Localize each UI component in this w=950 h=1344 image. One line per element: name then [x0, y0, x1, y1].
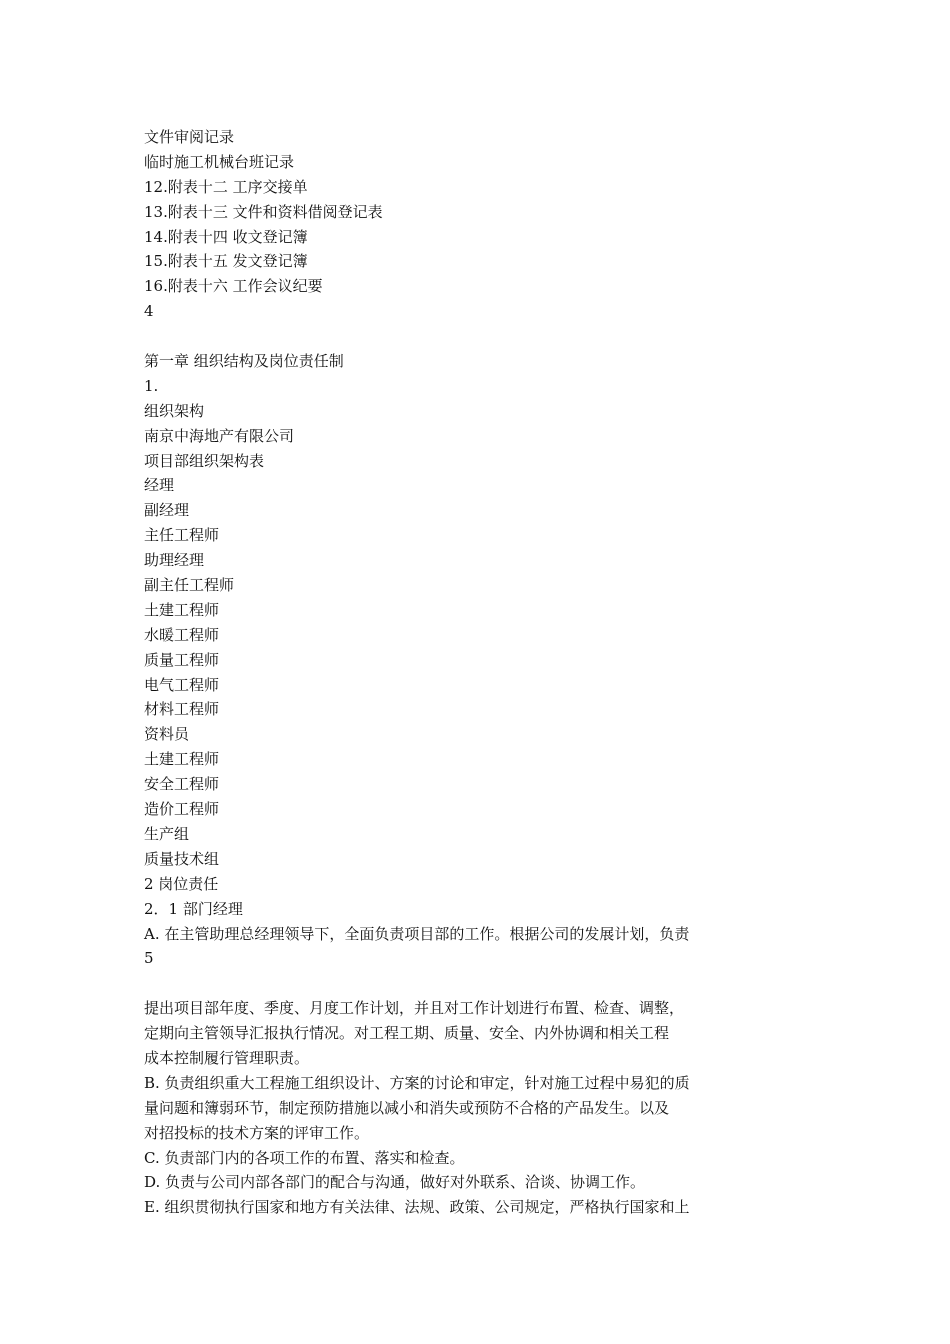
text-line: 土建工程师 [144, 600, 220, 619]
text-line: 电气工程师 [144, 675, 220, 694]
text-line: 造价工程师 [144, 800, 220, 819]
paragraph-line: A. 在主管助理总经理领导下，全面负责项目部的工作。根据公司的发展计划，负责 [144, 924, 690, 943]
paragraph-line: 成本控制履行管理职责。 [144, 1048, 310, 1067]
text-line: 副主任工程师 [144, 576, 235, 595]
text-line: 临时施工机械台班记录 [144, 152, 295, 171]
paragraph-line: E. 组织贯彻执行国家和地方有关法律、法规、政策、公司规定，严格执行国家和上 [144, 1198, 690, 1217]
text-line: 安全工程师 [144, 775, 220, 794]
paragraph-line: 量问题和簿弱环节，制定预防措施以减小和消失或预防不合格的产品发生。以及 [144, 1098, 670, 1117]
text-line: 14.附表十四 收文登记簿 [144, 227, 308, 246]
text-line: 材料工程师 [144, 700, 220, 719]
page-number: 4 [144, 302, 154, 321]
text-line: 质量技术组 [144, 849, 220, 868]
paragraph-line: D. 负责与公司内部各部门的配合与沟通，做好对外联系、洽谈、协调工作。 [144, 1173, 646, 1192]
text-line: 文件审阅记录 [144, 128, 235, 146]
paragraph-line: 定期向主管领导汇报执行情况。对工程工期、质量、安全、内外协调和相关工程 [144, 1024, 670, 1043]
text-line: 土建工程师 [144, 750, 220, 769]
paragraph-line: 对招投标的技术方案的评审工作。 [144, 1123, 370, 1142]
page-number: 5 [144, 949, 154, 968]
text-line: 生产组 [144, 824, 190, 843]
section-number: 1. [144, 376, 159, 395]
paragraph-line: 提出项目部年度、季度、月度工作计划，并且对工作计划进行布置、检查、调整， [144, 999, 685, 1018]
chapter-title: 第一章 组织结构及岗位责任制 [144, 352, 344, 371]
paragraph-line: B. 负责组织重大工程施工组织设计、方案的讨论和审定，针对施工过程中易犯的质 [144, 1073, 690, 1092]
section-title: 2 岗位责任 [144, 874, 219, 893]
text-line: 主任工程师 [144, 526, 220, 545]
section-title: 组织架构 [144, 401, 205, 420]
subsection-title: 2．1 部门经理 [144, 899, 243, 918]
text-line: 助理经理 [144, 551, 205, 570]
blank-line [144, 971, 764, 996]
text-line: 副经理 [144, 501, 190, 520]
text-line: 12.附表十二 工序交接单 [144, 177, 308, 196]
text-line: 资料员 [144, 725, 190, 744]
blank-line [144, 324, 764, 349]
text-line: 项目部组织架构表 [144, 451, 265, 470]
text-line: 南京中海地产有限公司 [144, 426, 295, 445]
text-line: 质量工程师 [144, 650, 220, 669]
paragraph-line: C. 负责部门内的各项工作的布置、落实和检查。 [144, 1148, 465, 1167]
text-line: 16.附表十六 工作会议纪要 [144, 277, 323, 296]
text-line: 13.附表十三 文件和资料借阅登记表 [144, 202, 383, 221]
text-line: 水暖工程师 [144, 625, 220, 644]
text-line: 15.附表十五 发文登记簿 [144, 252, 308, 271]
document-page [144, 125, 764, 1220]
text-line: 经理 [144, 476, 175, 495]
